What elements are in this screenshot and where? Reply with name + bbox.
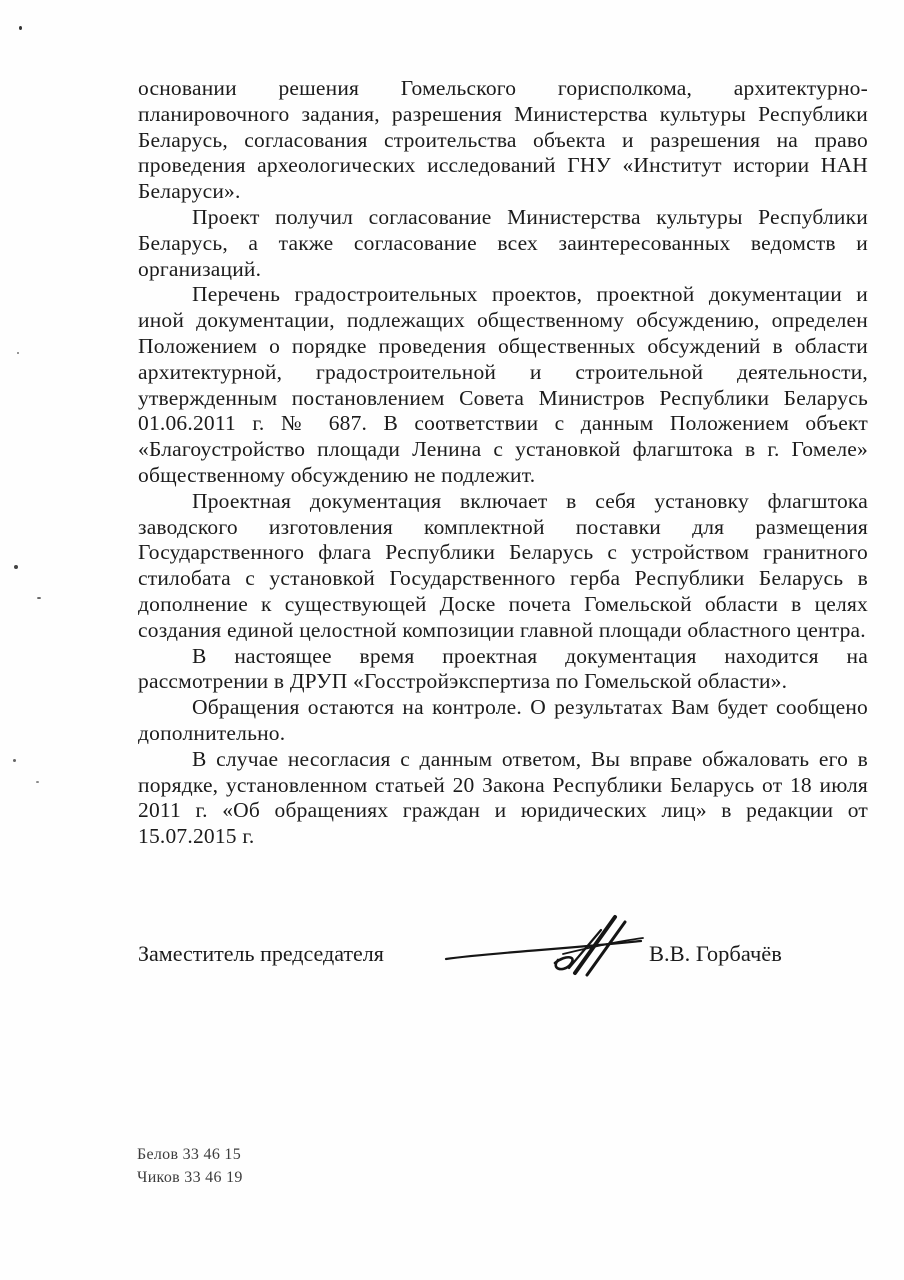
signatory-title: Заместитель председателя [138,941,384,966]
paragraph-appeal-rights: В случае несогласия с данным ответом, Вы вправе обжаловать его в порядке, установленном статьей 20 Закона Республики Беларусь от 18 июля 2011 г. «Об обращениях граждан и юридических лиц» в редакции от 15.07.2015 г. [138,746,868,849]
scan-speck [37,597,41,599]
paragraph-public-discussion: Перечень градостроительных проектов, проектной документации и иной документации, подлежащих общественному обсуждению, определен Положением о порядке проведения общественных обсуждений в области архитектурной, градостроительной и строительной деятельности, утвержденным постановлением Совета Министров Республики Беларусь 01.06.2011 г. № 687. В соответствии с данным Положением объект «Благоустройство площади Ленина с установкой флагштока в г. Гомеле» общественному обсуждению не подлежит. [138,282,868,487]
paragraph-design-documentation: Проектная документация включает в себя установку флагштока заводского изготовления комплектной поставки для размещения Государственного флага Республики Беларусь с устройством гранитного стилобата с установкой Государственного герба Республики Беларусь в дополнение к существующей Доске почета Гомельской области в целях создания единой целостной композиции главной площади областного центра. [138,488,868,642]
executor-line-1: Белов 33 46 15 [137,1146,242,1163]
scan-speck [19,26,22,30]
scan-speck [14,565,18,569]
paragraph-continuation: основании решения Гомельского горисполкома, архитектурно-планировочного задания, разрешения Министерства культуры Республики Беларусь, согласования строительства объекта и разрешения на право проведения археологических исследований ГНУ «Институт истории НАН Беларуси». [138,76,868,204]
scan-speck [13,759,16,762]
paragraph-expertise-review: В настоящее время проектная документация находится на рассмотрении в ДРУП «Госстройэкспертиза по Гомельской области». [138,643,868,694]
letter-body [138,76,868,850]
signatory-name: В.В. Горбачёв [649,941,782,966]
scan-speck [36,781,39,783]
executor-line-2: Чиков 33 46 19 [137,1169,243,1186]
handwritten-signature-icon [443,910,648,978]
scan-speck [17,352,19,354]
executor-contacts [137,1143,243,1189]
paragraph-under-control: Обращения остаются на контроле. О результатах Вам будет сообщено дополнительно. [138,695,868,745]
paragraph-project-approval: Проект получил согласование Министерства культуры Республики Беларусь, а также согласование всех заинтересованных ведомств и организаций. [138,204,868,281]
